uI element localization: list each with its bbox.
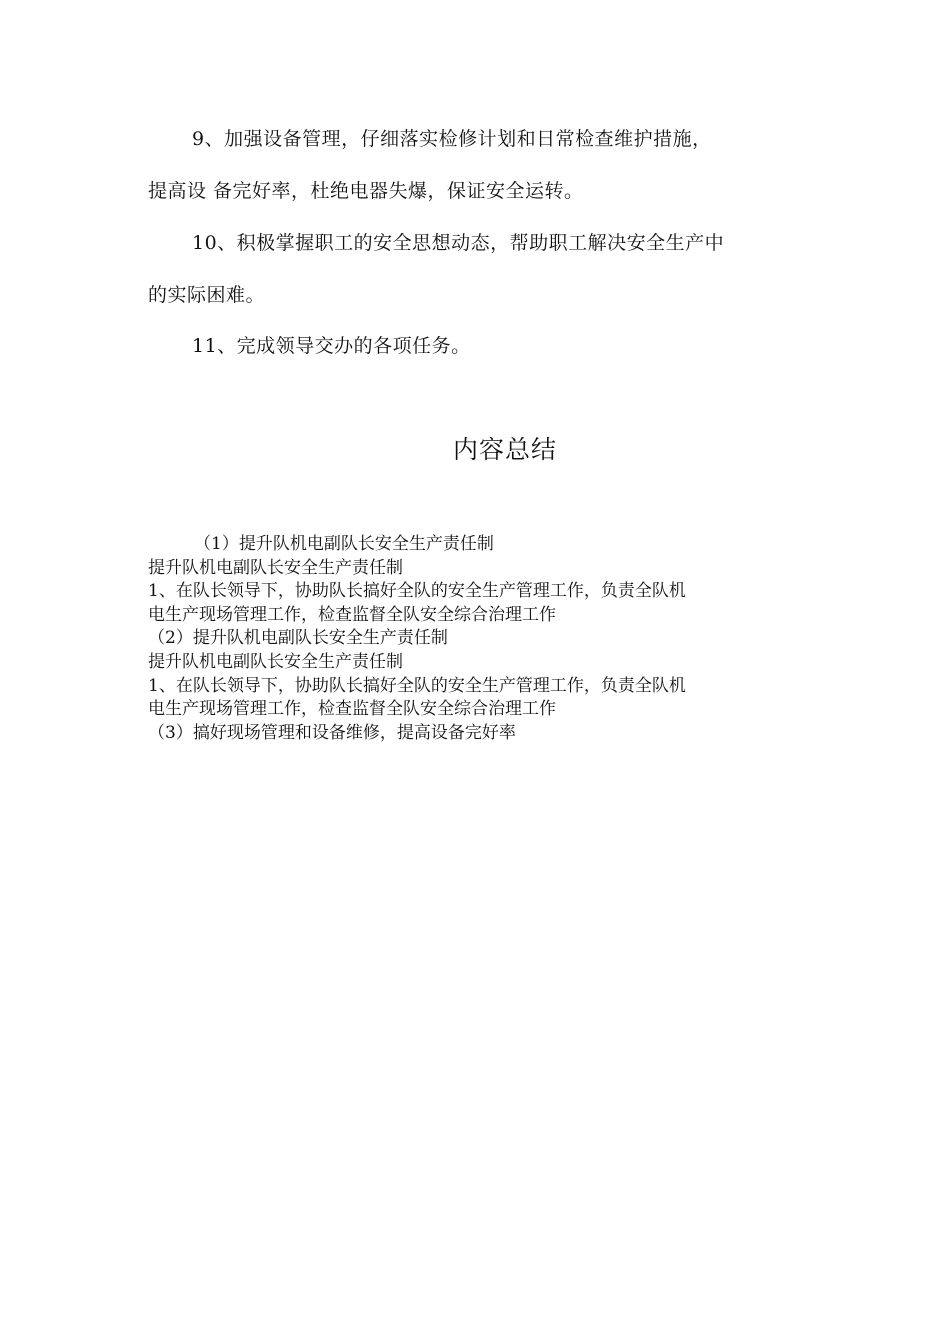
summary-line: （3）搞好现场管理和设备维修，提高设备完好率 (148, 722, 516, 743)
summary-line: （1）提升队机电副队长安全生产责任制 (194, 534, 494, 554)
summary-line: 电生产现场管理工作，检查监督全队安全综合治理工作 (148, 699, 556, 720)
item-10-line-2: 的实际困难。 (148, 284, 266, 306)
item-9-line-2: 提高设 备完好率，杜绝电器失爆，保证安全运转。 (148, 180, 584, 202)
summary-block (148, 533, 808, 745)
summary-line: 1、在队长领导下，协助队长搞好全队的安全生产管理工作，负责全队机 (148, 675, 686, 696)
item-10-line-1: 10、积极掌握职工的安全思想动态，帮助职工解决安全生产中 (192, 232, 725, 254)
summary-line: 1、在队长领导下，协助队长搞好全队的安全生产管理工作，负责全队机 (148, 581, 686, 602)
item-11-line: 11、完成领导交办的各项任务。 (192, 335, 471, 357)
item-9-line-1: 9、加强设备管理，仔细落实检修计划和日常检查维护措施， (192, 128, 712, 150)
summary-title: 内容总结 (452, 435, 557, 464)
summary-line: 提升队机电副队长安全生产责任制 (148, 557, 403, 578)
summary-line: 电生产现场管理工作，检查监督全队安全综合治理工作 (148, 604, 556, 625)
summary-line: 提升队机电副队长安全生产责任制 (148, 651, 403, 672)
summary-line: （2）提升队机电副队长安全生产责任制 (148, 628, 448, 649)
